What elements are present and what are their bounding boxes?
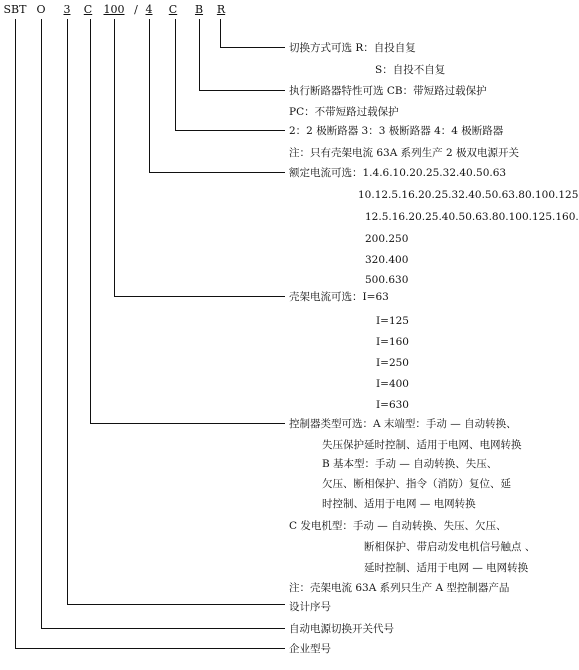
frame-current-160: I=160 — [376, 336, 409, 348]
controller-type-note: 注：壳架电流 63A 系列只生产 A 型控制器产品 — [289, 582, 510, 594]
connector-switch-mode — [221, 19, 286, 48]
connector-company — [16, 19, 286, 649]
rated-current-values-160: 12.5.16.20.25.40.50.63.80.100.125.160. — [365, 211, 579, 223]
controller-type-label: 控制器类型可选：A 末端型：手动 — 自动转换、 — [289, 418, 517, 430]
code-switch-mode: R — [216, 3, 226, 16]
switch-mode-label: 切换方式可选 R：自投自复 — [289, 42, 416, 54]
code-switch: O — [36, 3, 46, 16]
frame-current-label: 壳架电流可选：I=63 — [289, 291, 389, 303]
controller-type-b-label: B 基本型：手动 — 自动转换、失压、 — [322, 458, 498, 470]
code-design: 3 — [63, 3, 71, 16]
rated-current-label: 额定电流可选：1.4.6.10.20.25.32.40.50.63 — [289, 167, 507, 179]
design-serial-label: 设计序号 — [289, 601, 331, 613]
controller-type-a-desc: 失压保护延时控制、适用于电网、电网转换 — [322, 439, 522, 451]
code-rated-current: 4 — [145, 3, 153, 16]
rated-current-values-125: 10.12.5.16.20.25.32.40.50.63.80.100.125 — [358, 189, 579, 201]
frame-current-630: I=630 — [376, 399, 409, 411]
controller-type-c-label: C 发电机型：手动 — 自动转换、失压、欠压、 — [289, 520, 507, 532]
company-model-label: 企业型号 — [289, 643, 331, 655]
controller-type-c-desc-2: 延时控制、适用于电网 — 电网转换 — [364, 562, 529, 574]
connector-poles — [176, 19, 286, 131]
controller-type-b-desc-1: 欠压、断相保护、指令（消防）复位、延 — [322, 478, 511, 490]
poles-note: 注：只有壳架电流 63A 系列生产 2 极双电源开关 — [289, 147, 519, 159]
code-poles: C — [168, 3, 178, 16]
code-frame-current: 100 — [103, 3, 125, 16]
transfer-switch-code-label: 自动电源切换开关代号 — [289, 623, 394, 635]
rated-current-values-400: 320.400 — [365, 254, 409, 266]
controller-type-b-desc-2: 时控制、适用于电网 — 电网转换 — [322, 498, 476, 510]
connector-breaker-type — [200, 19, 286, 91]
frame-current-400: I=400 — [376, 378, 409, 390]
code-company: SBT — [3, 3, 27, 16]
rated-current-values-250: 200.250 — [365, 233, 409, 245]
breaker-type-option-pc: PC：不带短路过载保护 — [289, 106, 399, 118]
connector-rated-current — [150, 19, 286, 173]
switch-mode-option-s: S：自投不自复 — [375, 64, 446, 76]
controller-type-c-desc-1: 断相保护、带启动发电机信号触点 、 — [364, 541, 536, 553]
connector-design — [68, 19, 286, 605]
code-slash: / — [134, 3, 138, 16]
code-controller: C — [83, 3, 93, 16]
frame-current-250: I=250 — [376, 357, 409, 369]
connector-switch — [42, 19, 286, 629]
code-breaker-type: B — [194, 3, 204, 16]
frame-current-125: I=125 — [376, 315, 409, 327]
connector-controller — [91, 19, 286, 424]
rated-current-values-630: 500.630 — [365, 274, 409, 286]
breaker-type-label: 执行断路器特性可选 CB：带短路过载保护 — [289, 85, 487, 97]
poles-label: 2：2 极断路器 3：3 极断路器 4：4 极断路器 — [289, 125, 504, 137]
